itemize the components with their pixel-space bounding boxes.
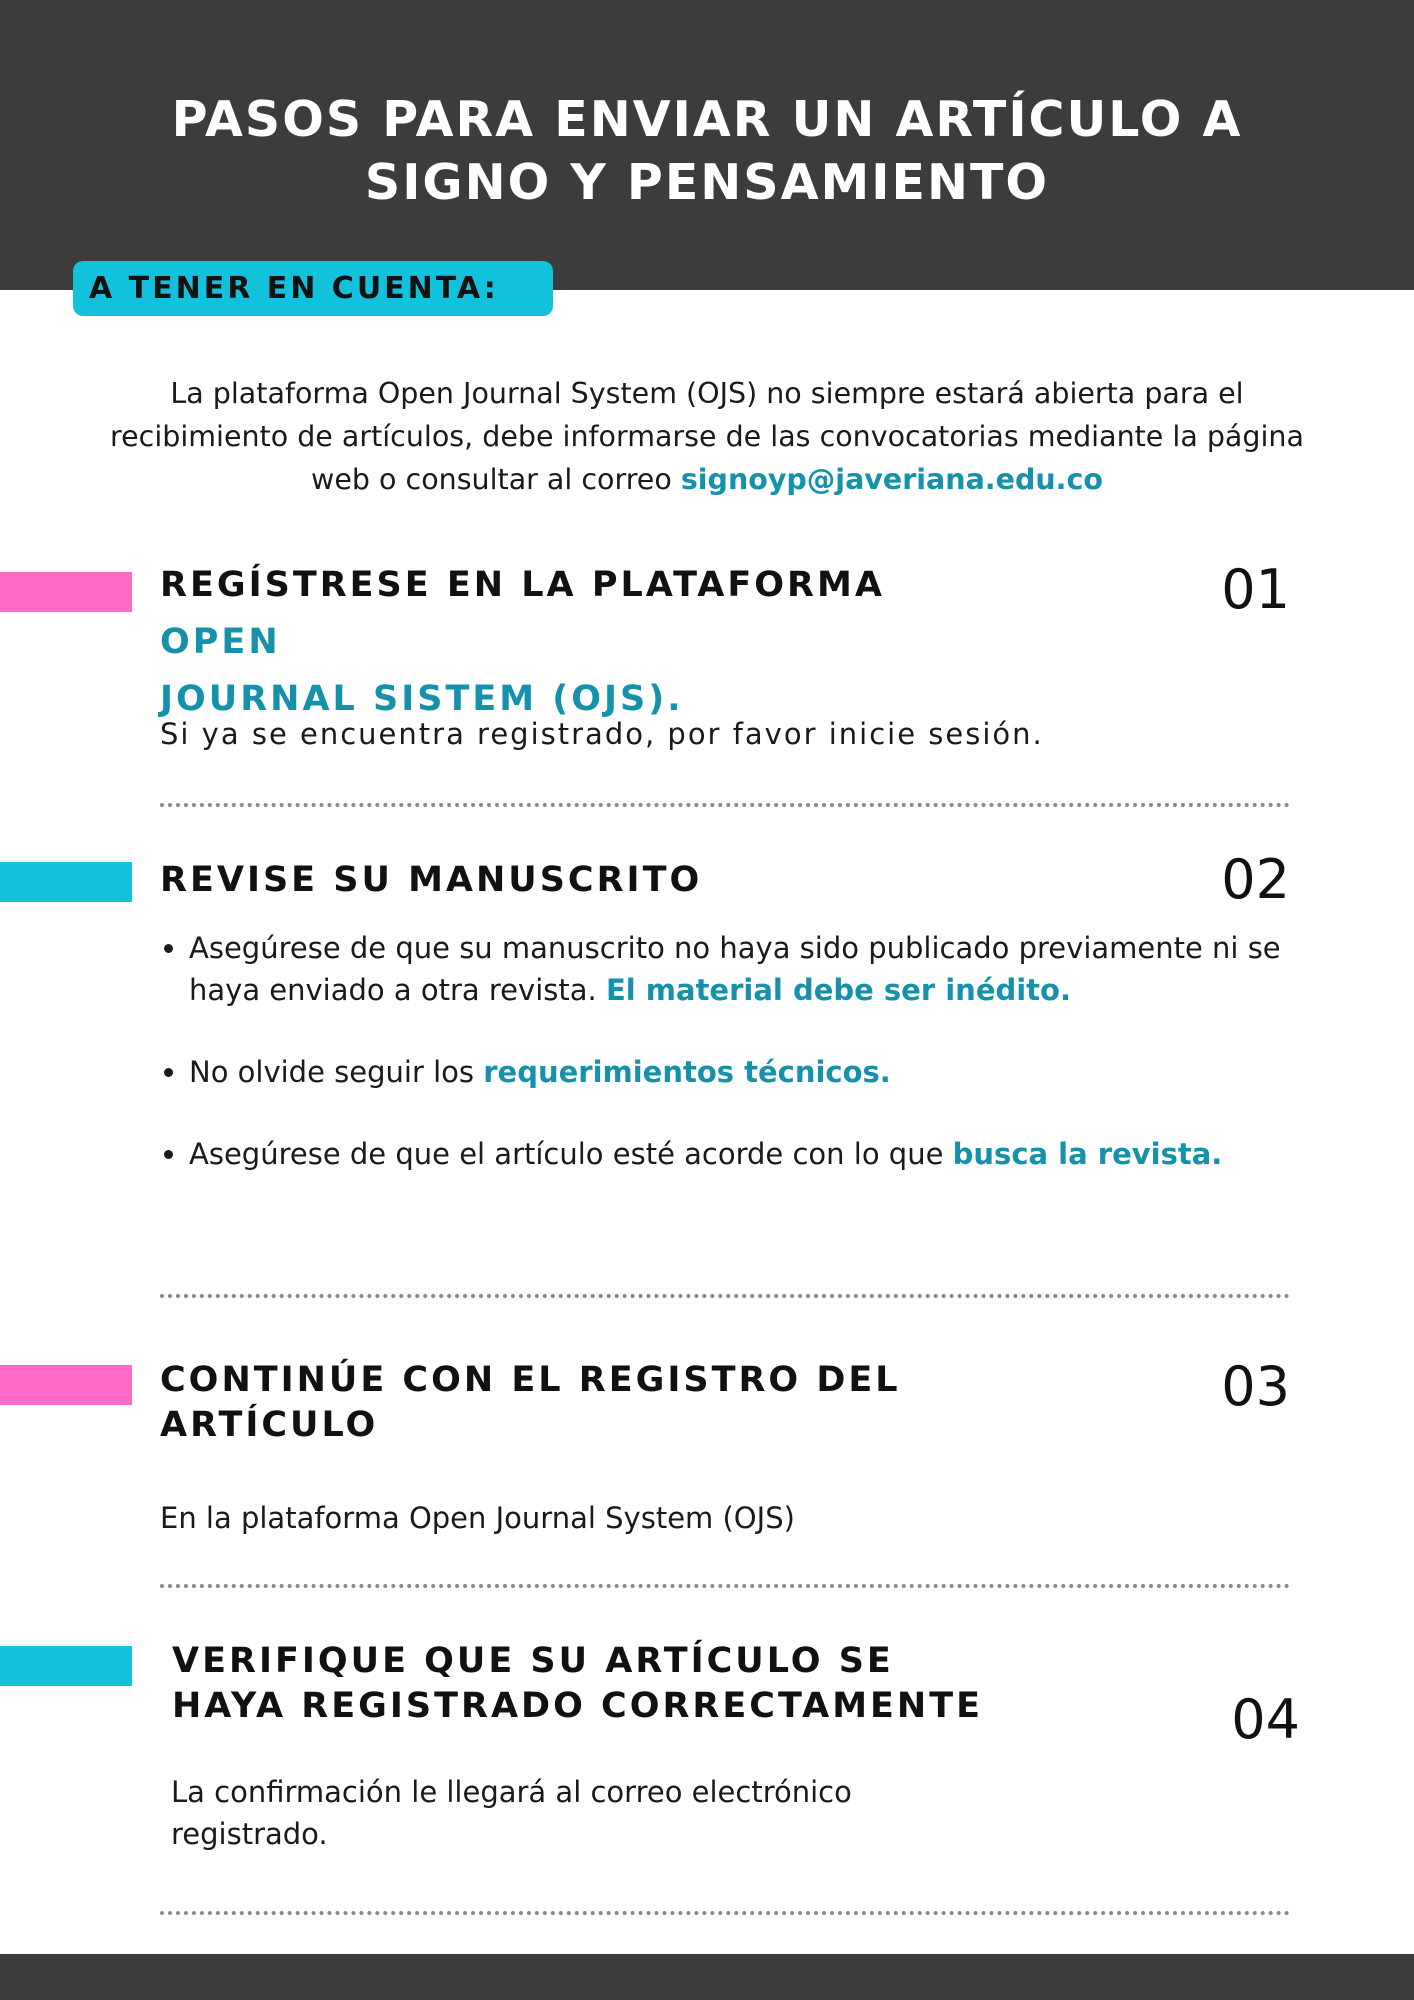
step-4-text-line1: La confirmación le llegará al correo electrónico [171,1775,852,1809]
step-1-accent-bar [0,572,132,612]
step-4-title-line2: HAYA REGISTRADO CORRECTAMENTE [172,1686,984,1726]
step-3-accent-bar [0,1365,132,1405]
step-4-number: 04 [1231,1688,1300,1751]
step-3-title-line2: ARTÍCULO [160,1405,379,1445]
note-text-line3 [40,458,1374,501]
divider-4 [160,1911,1290,1915]
page-title-line2: SIGNO Y PENSAMIENTO [364,154,1050,211]
page-title [60,88,1354,214]
bullet-text: Asegúrese de que su manuscrito no haya sido publicado previamente ni se haya enviado a otra revista. [189,931,1281,1007]
step-1-title-plain: REGÍSTRESE EN LA PLATAFORMA [160,565,885,605]
step-4-accent-bar [0,1646,132,1686]
ojs-link-part1[interactable]: OPEN [160,622,281,662]
bullet-item [189,1051,1289,1093]
step-4-title [172,1639,983,1729]
step-3-title [160,1358,901,1448]
bullet-text: No olvide seguir los [189,1055,484,1089]
divider-2 [160,1294,1290,1298]
note-text-prefix: web o consultar al correo [311,463,681,496]
journal-scope-link[interactable]: busca la revista. [952,1137,1223,1171]
step-1-number: 01 [1221,558,1290,621]
step-2-number: 02 [1221,848,1290,911]
step-2-accent-bar [0,862,132,902]
step-4-text [171,1771,852,1855]
page-title-line1: PASOS PARA ENVIAR UN ARTÍCULO A [171,91,1243,148]
step-1-title-line1 [160,557,1060,671]
note-badge: A TENER EN CUENTA: [73,261,553,316]
footer-bar [0,1954,1414,2000]
note-text-line1: La plataforma Open Journal System (OJS) no siempre estará abierta para el [170,377,1244,410]
divider-1 [160,803,1290,807]
step-4-text-line2: registrado. [171,1817,328,1851]
step-2-bullet-list [158,927,1289,1215]
note-text [40,372,1374,501]
header-banner [0,0,1414,290]
step-3-text: En la plataforma Open Journal System (OJS) [160,1501,795,1535]
step-3-title-line1: CONTINÚE CON EL REGISTRO DEL [160,1360,901,1400]
step-1-text: Si ya se encuentra registrado, por favor inicie sesión. [160,717,1044,751]
step-3-number: 03 [1221,1355,1290,1418]
ojs-link-part2[interactable]: JOURNAL SISTEM (OJS). [160,679,684,719]
bullet-item [189,1133,1289,1175]
bullet-item [189,927,1289,1011]
step-4-title-line1: VERIFIQUE QUE SU ARTÍCULO SE [172,1641,894,1681]
step-1-title [160,557,1060,728]
bullet-text: Asegúrese de que el artículo esté acorde con lo que [189,1137,953,1171]
unpublished-material-link[interactable]: El material debe ser inédito. [605,973,1071,1007]
technical-requirements-link[interactable]: requerimientos técnicos. [483,1055,891,1089]
email-link[interactable]: signoyp@javeriana.edu.co [680,463,1103,496]
divider-3 [160,1584,1290,1588]
note-text-line2: recibimiento de artículos, debe informarse de las convocatorias mediante la página [110,420,1304,453]
step-2-title: REVISE SU MANUSCRITO [160,860,703,900]
